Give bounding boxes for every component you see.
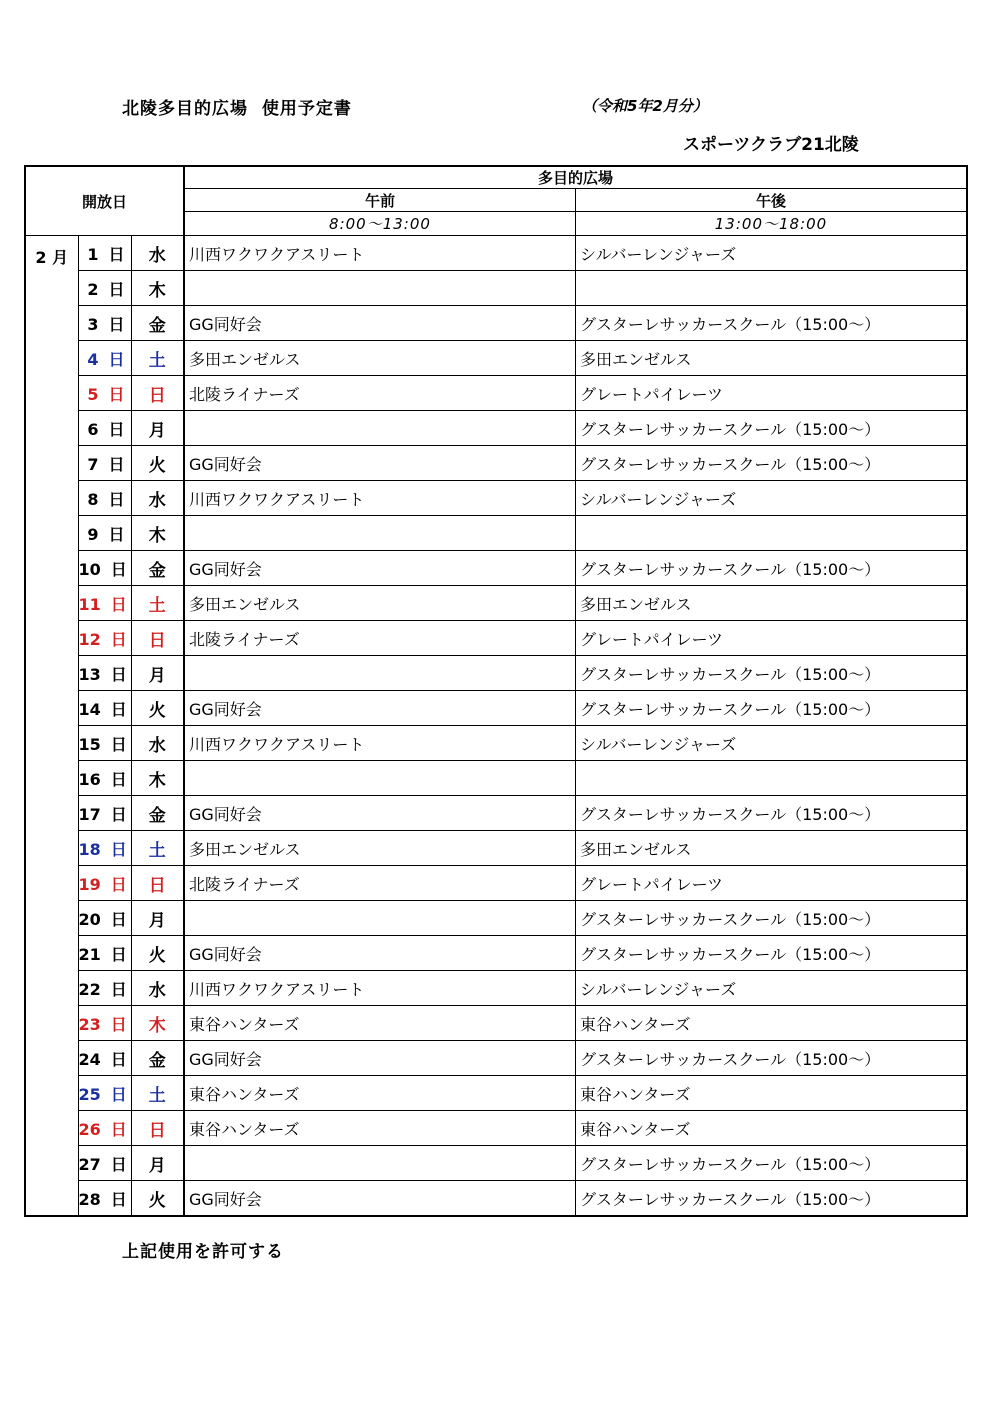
day-number: 14 bbox=[78, 699, 101, 719]
day-suffix: 日 bbox=[108, 489, 125, 509]
pm-user-cell: グスターレサッカースクール（15:00～） bbox=[576, 1181, 968, 1217]
day-cell bbox=[78, 656, 131, 691]
day-suffix: 日 bbox=[108, 454, 125, 474]
day-cell bbox=[78, 236, 131, 271]
am-user-cell: GG同好会 bbox=[184, 796, 576, 831]
weekday-cell: 金 bbox=[131, 551, 184, 586]
schedule-table-body bbox=[25, 236, 967, 1217]
day-cell bbox=[78, 726, 131, 761]
day-number: 12 bbox=[78, 629, 101, 649]
schedule-row bbox=[25, 621, 967, 656]
day-suffix: 日 bbox=[108, 524, 125, 544]
day-number: 11 bbox=[78, 594, 101, 614]
schedule-row bbox=[25, 1181, 967, 1217]
schedule-row bbox=[25, 796, 967, 831]
pm-user-cell: グスターレサッカースクール（15:00～） bbox=[576, 446, 968, 481]
pm-user-cell: シルバーレンジャーズ bbox=[576, 481, 968, 516]
schedule-table bbox=[24, 165, 968, 1217]
header-am-time: 8:00～13:00 bbox=[184, 212, 576, 236]
pm-user-cell bbox=[576, 761, 968, 796]
day-cell bbox=[78, 1041, 131, 1076]
schedule-row bbox=[25, 726, 967, 761]
day-cell bbox=[78, 866, 131, 901]
day-cell bbox=[78, 691, 131, 726]
pm-user-cell: グレートパイレーツ bbox=[576, 376, 968, 411]
day-cell bbox=[78, 516, 131, 551]
day-cell bbox=[78, 341, 131, 376]
schedule-row bbox=[25, 901, 967, 936]
day-number: 20 bbox=[78, 909, 101, 929]
weekday-cell: 月 bbox=[131, 411, 184, 446]
day-cell bbox=[78, 1146, 131, 1181]
schedule-row bbox=[25, 936, 967, 971]
day-cell bbox=[78, 901, 131, 936]
month-cell: 2 月 bbox=[25, 236, 78, 1217]
pm-user-cell: グスターレサッカースクール（15:00～） bbox=[576, 1041, 968, 1076]
weekday-cell: 火 bbox=[131, 446, 184, 481]
weekday-cell: 金 bbox=[131, 1041, 184, 1076]
day-cell bbox=[78, 376, 131, 411]
am-user-cell: GG同好会 bbox=[184, 446, 576, 481]
day-suffix: 日 bbox=[110, 874, 127, 894]
weekday-cell: 水 bbox=[131, 236, 184, 271]
weekday-cell: 日 bbox=[131, 1111, 184, 1146]
day-suffix: 日 bbox=[108, 349, 125, 369]
schedule-row bbox=[25, 446, 967, 481]
am-user-cell: 多田エンゼルス bbox=[184, 831, 576, 866]
pm-user-cell: グスターレサッカースクール（15:00～） bbox=[576, 411, 968, 446]
day-cell bbox=[78, 761, 131, 796]
am-user-cell: 川西ワクワクアスリート bbox=[184, 236, 576, 271]
pm-user-cell: 東谷ハンターズ bbox=[576, 1006, 968, 1041]
schedule-row bbox=[25, 656, 967, 691]
day-cell bbox=[78, 1181, 131, 1217]
day-suffix: 日 bbox=[110, 769, 127, 789]
day-suffix: 日 bbox=[110, 594, 127, 614]
day-number: 19 bbox=[78, 874, 101, 894]
day-cell bbox=[78, 446, 131, 481]
day-suffix: 日 bbox=[110, 1084, 127, 1104]
day-number: 25 bbox=[78, 1084, 101, 1104]
schedule-row bbox=[25, 341, 967, 376]
day-suffix: 日 bbox=[110, 559, 127, 579]
pm-user-cell: グスターレサッカースクール（15:00～） bbox=[576, 901, 968, 936]
weekday-cell: 木 bbox=[131, 271, 184, 306]
day-cell bbox=[78, 831, 131, 866]
am-user-cell bbox=[184, 656, 576, 691]
weekday-cell: 水 bbox=[131, 971, 184, 1006]
schedule-row bbox=[25, 481, 967, 516]
document-period: （令和5年2月分） bbox=[582, 97, 708, 115]
day-number: 2 bbox=[87, 279, 99, 299]
schedule-row bbox=[25, 376, 967, 411]
day-suffix: 日 bbox=[110, 804, 127, 824]
pm-user-cell bbox=[576, 271, 968, 306]
pm-user-cell: シルバーレンジャーズ bbox=[576, 236, 968, 271]
day-suffix: 日 bbox=[108, 314, 125, 334]
weekday-cell: 火 bbox=[131, 936, 184, 971]
day-number: 15 bbox=[78, 734, 101, 754]
weekday-cell: 日 bbox=[131, 621, 184, 656]
day-number: 7 bbox=[87, 454, 99, 474]
weekday-cell: 金 bbox=[131, 306, 184, 341]
day-number: 1 bbox=[87, 244, 99, 264]
schedule-row bbox=[25, 866, 967, 901]
day-number: 10 bbox=[78, 559, 101, 579]
weekday-cell: 月 bbox=[131, 901, 184, 936]
day-cell bbox=[78, 1111, 131, 1146]
schedule-row bbox=[25, 236, 967, 271]
day-number: 3 bbox=[87, 314, 99, 334]
weekday-cell: 火 bbox=[131, 691, 184, 726]
schedule-table-header bbox=[25, 166, 967, 236]
day-number: 23 bbox=[78, 1014, 101, 1034]
day-suffix: 日 bbox=[110, 1119, 127, 1139]
pm-user-cell bbox=[576, 516, 968, 551]
day-number: 8 bbox=[87, 489, 99, 509]
am-user-cell bbox=[184, 1146, 576, 1181]
pm-user-cell: シルバーレンジャーズ bbox=[576, 971, 968, 1006]
pm-user-cell: 多田エンゼルス bbox=[576, 341, 968, 376]
am-user-cell: 東谷ハンターズ bbox=[184, 1076, 576, 1111]
weekday-cell: 日 bbox=[131, 376, 184, 411]
am-user-cell: GG同好会 bbox=[184, 936, 576, 971]
day-cell bbox=[78, 1076, 131, 1111]
am-user-cell bbox=[184, 271, 576, 306]
day-suffix: 日 bbox=[108, 244, 125, 264]
day-number: 27 bbox=[78, 1154, 101, 1174]
day-number: 18 bbox=[78, 839, 101, 859]
am-user-cell bbox=[184, 516, 576, 551]
schedule-row bbox=[25, 1006, 967, 1041]
approval-note: 上記使用を許可する bbox=[122, 1242, 284, 1262]
day-suffix: 日 bbox=[110, 1014, 127, 1034]
am-user-cell: 多田エンゼルス bbox=[184, 586, 576, 621]
day-cell bbox=[78, 1006, 131, 1041]
am-user-cell: GG同好会 bbox=[184, 691, 576, 726]
day-suffix: 日 bbox=[110, 839, 127, 859]
day-suffix: 日 bbox=[110, 1049, 127, 1069]
day-cell bbox=[78, 481, 131, 516]
schedule-row bbox=[25, 516, 967, 551]
day-number: 24 bbox=[78, 1049, 101, 1069]
schedule-row bbox=[25, 1041, 967, 1076]
weekday-cell: 水 bbox=[131, 481, 184, 516]
am-user-cell: 北陵ライナーズ bbox=[184, 621, 576, 656]
day-suffix: 日 bbox=[110, 629, 127, 649]
day-cell bbox=[78, 271, 131, 306]
pm-user-cell: シルバーレンジャーズ bbox=[576, 726, 968, 761]
weekday-cell: 土 bbox=[131, 586, 184, 621]
schedule-row bbox=[25, 271, 967, 306]
pm-user-cell: グスターレサッカースクール（15:00～） bbox=[576, 306, 968, 341]
am-user-cell bbox=[184, 761, 576, 796]
day-cell bbox=[78, 936, 131, 971]
am-user-cell: GG同好会 bbox=[184, 1041, 576, 1076]
header-pm: 午後 bbox=[576, 189, 968, 212]
day-number: 5 bbox=[87, 384, 99, 404]
schedule-row bbox=[25, 586, 967, 621]
day-number: 16 bbox=[78, 769, 101, 789]
header-am: 午前 bbox=[184, 189, 576, 212]
am-user-cell: 多田エンゼルス bbox=[184, 341, 576, 376]
pm-user-cell: 東谷ハンターズ bbox=[576, 1111, 968, 1146]
day-suffix: 日 bbox=[108, 384, 125, 404]
am-user-cell: 北陵ライナーズ bbox=[184, 376, 576, 411]
day-cell bbox=[78, 551, 131, 586]
pm-user-cell: グスターレサッカースクール（15:00～） bbox=[576, 551, 968, 586]
pm-user-cell: 多田エンゼルス bbox=[576, 586, 968, 621]
schedule-row bbox=[25, 761, 967, 796]
day-suffix: 日 bbox=[108, 419, 125, 439]
schedule-row bbox=[25, 1111, 967, 1146]
day-cell bbox=[78, 306, 131, 341]
header-pm-time: 13:00～18:00 bbox=[576, 212, 968, 236]
day-cell bbox=[78, 586, 131, 621]
weekday-cell: 月 bbox=[131, 656, 184, 691]
day-number: 4 bbox=[87, 349, 99, 369]
day-number: 6 bbox=[87, 419, 99, 439]
day-suffix: 日 bbox=[110, 734, 127, 754]
am-user-cell: GG同好会 bbox=[184, 306, 576, 341]
am-user-cell: GG同好会 bbox=[184, 1181, 576, 1217]
day-suffix: 日 bbox=[110, 1189, 127, 1209]
pm-user-cell: 多田エンゼルス bbox=[576, 831, 968, 866]
day-suffix: 日 bbox=[110, 699, 127, 719]
weekday-cell: 木 bbox=[131, 1006, 184, 1041]
am-user-cell: 川西ワクワクアスリート bbox=[184, 971, 576, 1006]
day-cell bbox=[78, 796, 131, 831]
am-user-cell: 川西ワクワクアスリート bbox=[184, 481, 576, 516]
day-suffix: 日 bbox=[108, 279, 125, 299]
day-number: 22 bbox=[78, 979, 101, 999]
document-title: 北陵多目的広場 使用予定書 bbox=[122, 99, 352, 119]
day-number: 21 bbox=[78, 944, 101, 964]
pm-user-cell: グスターレサッカースクール（15:00～） bbox=[576, 656, 968, 691]
schedule-row bbox=[25, 411, 967, 446]
schedule-row bbox=[25, 306, 967, 341]
day-cell bbox=[78, 621, 131, 656]
weekday-cell: 火 bbox=[131, 1181, 184, 1217]
weekday-cell: 土 bbox=[131, 1076, 184, 1111]
day-number: 28 bbox=[78, 1189, 101, 1209]
pm-user-cell: グスターレサッカースクール（15:00～） bbox=[576, 796, 968, 831]
schedule-row bbox=[25, 1146, 967, 1181]
pm-user-cell: グスターレサッカースクール（15:00～） bbox=[576, 691, 968, 726]
header-kaihou-bi: 開放日 bbox=[25, 166, 184, 236]
weekday-cell: 月 bbox=[131, 1146, 184, 1181]
pm-user-cell: グレートパイレーツ bbox=[576, 621, 968, 656]
weekday-cell: 木 bbox=[131, 516, 184, 551]
weekday-cell: 土 bbox=[131, 831, 184, 866]
am-user-cell: 川西ワクワクアスリート bbox=[184, 726, 576, 761]
pm-user-cell: グレートパイレーツ bbox=[576, 866, 968, 901]
day-suffix: 日 bbox=[110, 979, 127, 999]
day-cell bbox=[78, 971, 131, 1006]
day-number: 26 bbox=[78, 1119, 101, 1139]
day-number: 9 bbox=[87, 524, 99, 544]
weekday-cell: 木 bbox=[131, 761, 184, 796]
schedule-row bbox=[25, 551, 967, 586]
weekday-cell: 日 bbox=[131, 866, 184, 901]
day-suffix: 日 bbox=[110, 909, 127, 929]
schedule-row bbox=[25, 971, 967, 1006]
weekday-cell: 水 bbox=[131, 726, 184, 761]
am-user-cell bbox=[184, 411, 576, 446]
pm-user-cell: グスターレサッカースクール（15:00～） bbox=[576, 936, 968, 971]
schedule-row bbox=[25, 831, 967, 866]
day-number: 17 bbox=[78, 804, 101, 824]
day-suffix: 日 bbox=[110, 944, 127, 964]
schedule-row bbox=[25, 691, 967, 726]
am-user-cell: 東谷ハンターズ bbox=[184, 1111, 576, 1146]
weekday-cell: 金 bbox=[131, 796, 184, 831]
am-user-cell: 東谷ハンターズ bbox=[184, 1006, 576, 1041]
day-suffix: 日 bbox=[110, 1154, 127, 1174]
schedule-row bbox=[25, 1076, 967, 1111]
pm-user-cell: グスターレサッカースクール（15:00～） bbox=[576, 1146, 968, 1181]
day-cell bbox=[78, 411, 131, 446]
day-number: 13 bbox=[78, 664, 101, 684]
pm-user-cell: 東谷ハンターズ bbox=[576, 1076, 968, 1111]
organization-name: スポーツクラブ21北陵 bbox=[683, 135, 859, 155]
am-user-cell: GG同好会 bbox=[184, 551, 576, 586]
am-user-cell bbox=[184, 901, 576, 936]
header-venue: 多目的広場 bbox=[184, 166, 967, 189]
weekday-cell: 土 bbox=[131, 341, 184, 376]
am-user-cell: 北陵ライナーズ bbox=[184, 866, 576, 901]
day-suffix: 日 bbox=[110, 664, 127, 684]
